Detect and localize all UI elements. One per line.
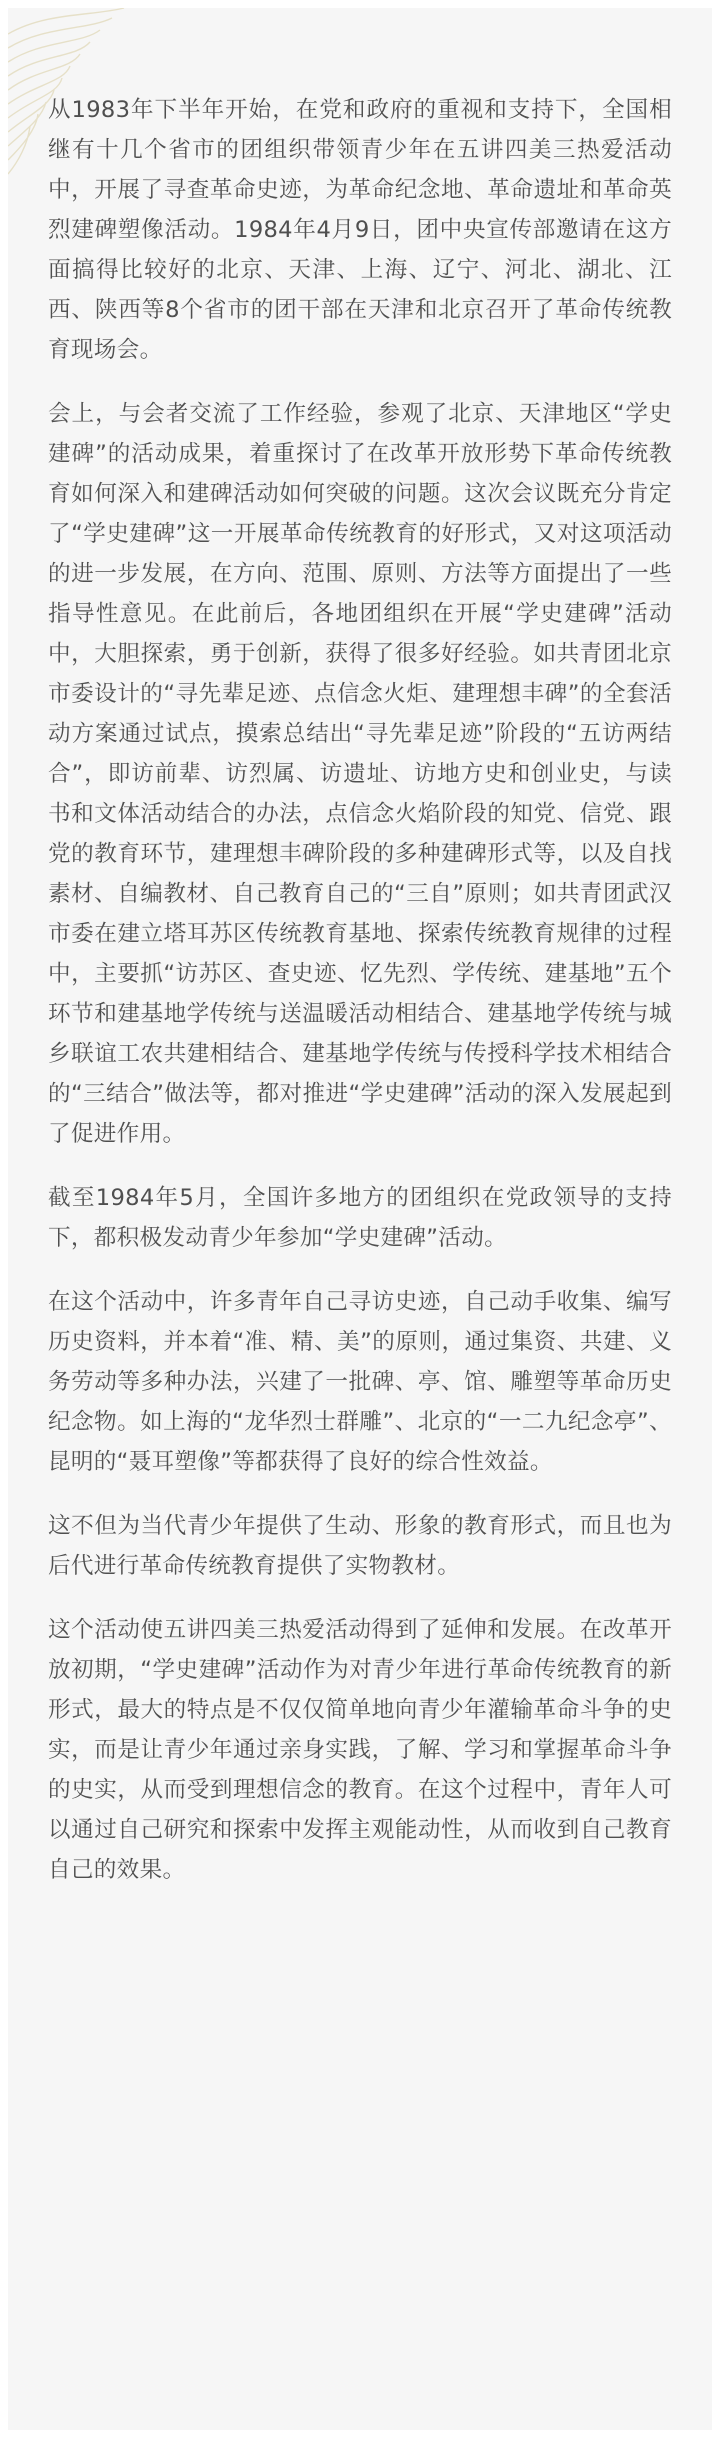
article-paragraph-2: 会上，与会者交流了工作经验，参观了北京、天津地区“学史建碑”的活动成果，着重探讨了在改革开放形势下革命传统教育如何深入和建碑活动如何突破的问题。这次会议既充分肯定了“学史建碑”这一开展革命传统教育的好形式，又对这项活动的进一步发展，在方向、范围、原则、方法等方面提出了一些指导性意见。在此前后，各地团组织在开展“学史建碑”活动中，大胆探索，勇于创新，获得了很多好经验。如共青团北京市委设计的“寻先辈足迹、点信念火炬、建理想丰碑”的全套活动方案通过试点，摸索总结出“寻先辈足迹”阶段的“五访两结合”，即访前辈、访烈属、访遗址、访地方史和创业史，与读书和文体活动结合的办法，点信念火焰阶段的知党、信党、跟党的教育环节，建理想丰碑阶段的多种建碑形式等，以及自找素材、自编教材、自己教育自己的“三自”原则；如共青团武汉市委在建立塔耳苏区传统教育基地、探索传统教育规律的过程中，主要抓“访苏区、查史迹、忆先烈、学传统、建基地”五个环节和建基地学传统与送温暖活动相结合、建基地学传统与城乡联谊工农共建相结合、建基地学传统与传授科学技术相结合的“三结合”做法等，都对推进“学史建碑”活动的深入发展起到了促进作用。	[48, 401, 672, 1147]
article-paragraph-1: 从1983年下半年开始，在党和政府的重视和支持下，全国相继有十几个省市的团组织带领青少年在五讲四美三热爱活动中，开展了寻查革命史迹，为革命纪念地、革命遗址和革命英烈建碑塑像活动。1984年4月9日，团中央宣传部邀请在这方面搞得比较好的北京、天津、上海、辽宁、河北、湖北、江西、陕西等8个省市的团干部在天津和北京召开了革命传统教育现场会。	[48, 97, 672, 363]
article-paragraph-5: 这不但为当代青少年提供了生动、形象的教育形式，而且也为后代进行革命传统教育提供了实物教材。	[48, 1513, 672, 1579]
article-paragraph-6: 这个活动使五讲四美三热爱活动得到了延伸和发展。在改革开放初期，“学史建碑”活动作为对青少年进行革命传统教育的新形式，最大的特点是不仅仅简单地向青少年灌输革命斗争的史实，而是让青少年通过亲身实践，了解、学习和掌握革命斗争的史实，从而受到理想信念的教育。在这个过程中，青年人可以通过自己研究和探索中发挥主观能动性，从而收到自己教育自己的效果。	[48, 1617, 672, 1883]
article-paragraph-3: 截至1984年5月，全国许多地方的团组织在党政领导的支持下，都积极发动青少年参加“学史建碑”活动。	[48, 1185, 672, 1251]
article-card	[8, 8, 712, 2430]
article-paragraph-4: 在这个活动中，许多青年自己寻访史迹，自己动手收集、编写历史资料，并本着“准、精、美”的原则，通过集资、共建、义务劳动等多种办法，兴建了一批碑、亭、馆、雕塑等革命历史纪念物。如上海的“龙华烈士群雕”、北京的“一二九纪念亭”、昆明的“聂耳塑像”等都获得了良好的综合性效益。	[48, 1289, 672, 1475]
